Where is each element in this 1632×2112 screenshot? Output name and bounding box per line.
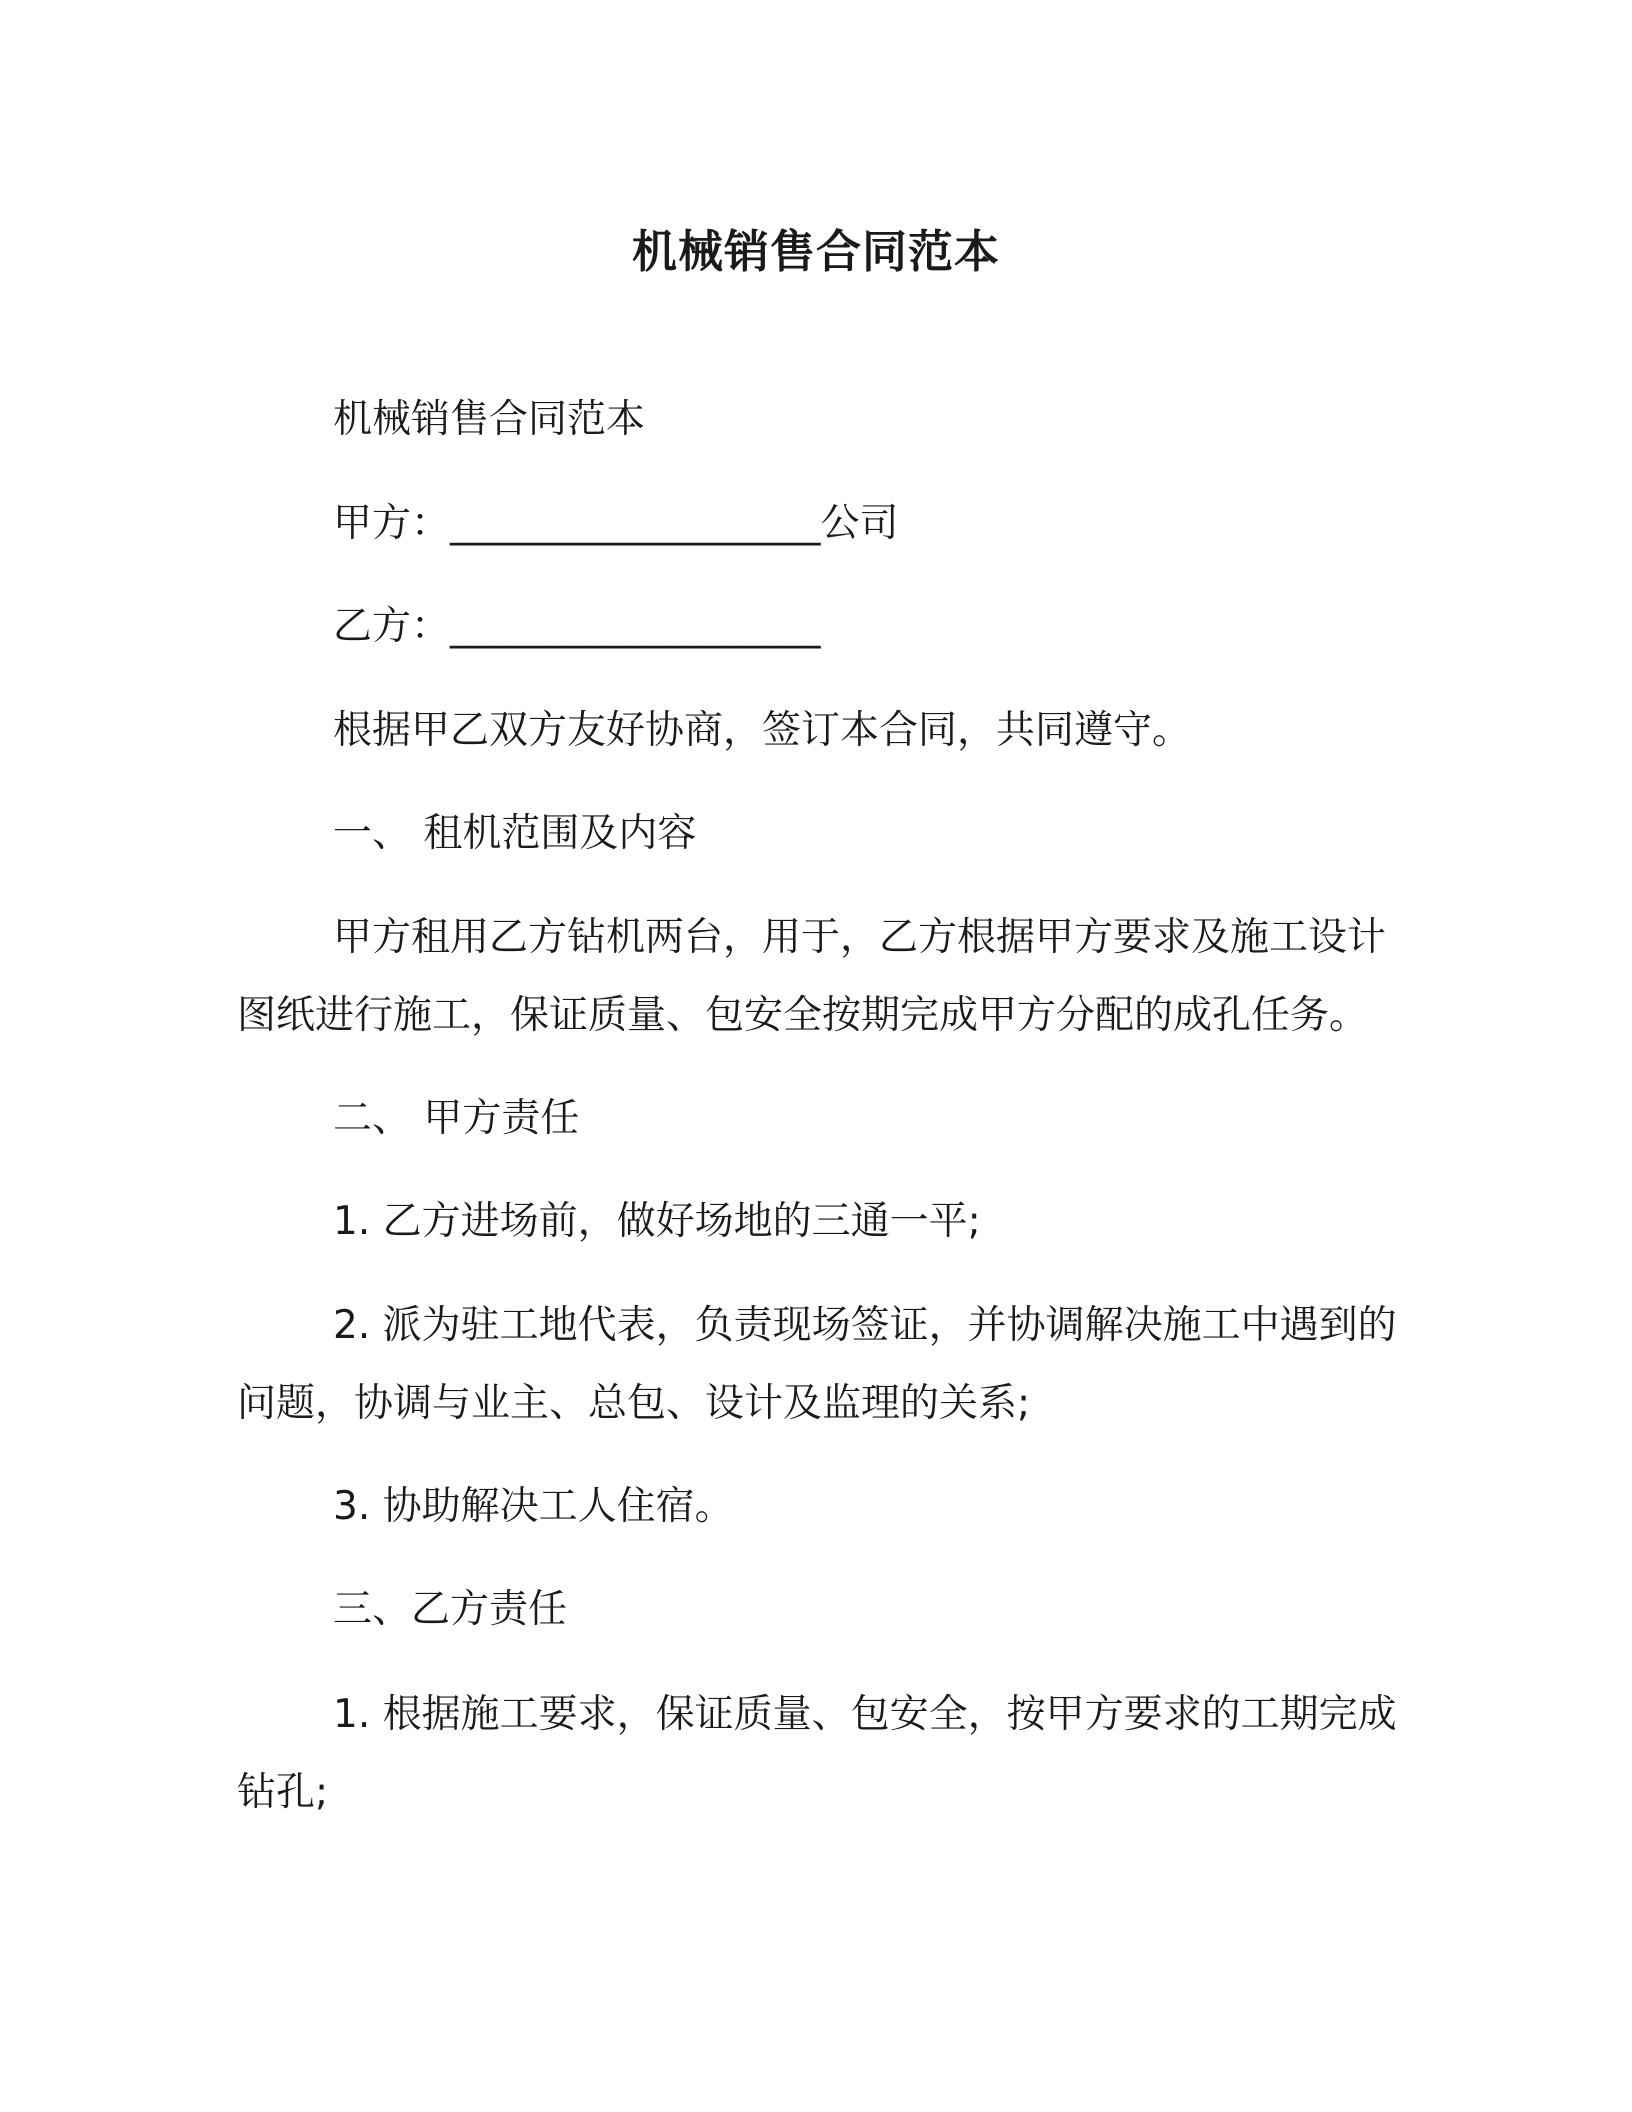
document-title: 机械销售合同范本 bbox=[631, 225, 1000, 278]
section-2-item-3: 3. 协助解决工人住宿。 bbox=[333, 1484, 734, 1529]
section-1-heading: 一、 租机范围及内容 bbox=[333, 811, 697, 856]
party-a-line: 甲方：___________________公司 bbox=[333, 501, 899, 546]
section-2-item-1: 1. 乙方进场前，做好场地的三通一平; bbox=[333, 1199, 981, 1244]
section-3-item-1: 1. 根据施工要求，保证质量、包安全，按甲方要求的工期完成钻孔; bbox=[237, 1692, 1397, 1815]
section-3-heading: 三、乙方责任 bbox=[333, 1587, 568, 1632]
section-2-item-2: 2. 派为驻工地代表，负责现场签证，并协调解决施工中遇到的问题，协调与业主、总包、设计及监理的关系; bbox=[237, 1303, 1397, 1426]
document-subtitle: 机械销售合同范本 bbox=[333, 397, 646, 442]
party-b-line: 乙方：___________________ bbox=[333, 604, 821, 649]
section-2-heading: 二、 甲方责任 bbox=[333, 1096, 580, 1141]
preamble-text: 根据甲乙双方友好协商，签订本合同，共同遵守。 bbox=[333, 708, 1192, 753]
section-1-paragraph: 甲方租用乙方钻机两台，用于，乙方根据甲方要求及施工设计图纸进行施工，保证质量、包安全按期完成甲方分配的成孔任务。 bbox=[237, 915, 1387, 1038]
